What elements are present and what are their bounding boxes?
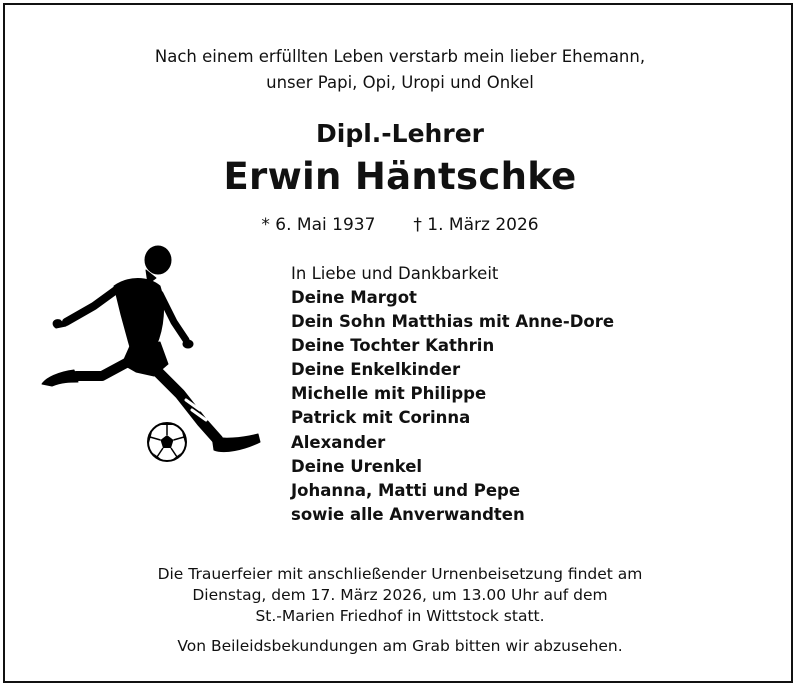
intro-line: Nach einem erfüllten Leben verstarb mein lieber Ehemann,: [154, 47, 646, 66]
soccer-player-kicking-ball-icon: [36, 242, 268, 467]
ceremony-line: Dienstag, dem 17. März 2026, um 13.00 Uhr auf dem: [192, 586, 608, 604]
mourner-line: sowie alle Anverwandten: [291, 504, 525, 524]
death-date: † 1. März 2026: [413, 215, 539, 235]
mourner-line: Patrick mit Corinna: [291, 408, 471, 428]
life-dates: [0, 212, 800, 238]
mourner-line: Deine Margot: [291, 288, 417, 307]
deceased-name: Erwin Häntschke: [223, 155, 577, 198]
ceremony-info: [0, 564, 800, 627]
mourner-line: Deine Tochter Kathrin: [291, 336, 495, 356]
mourners-intro: In Liebe und Dankbarkeit: [291, 264, 499, 283]
ceremony-line: St.-Marien Friedhof in Wittstock statt.: [255, 607, 545, 625]
mourner-line: Alexander: [291, 432, 386, 452]
mourner-line: Dein Sohn Matthias mit Anne-Dore: [291, 312, 615, 332]
closing-note: Von Beileidsbekundungen am Grab bitten wir abzusehen.: [177, 637, 623, 655]
mourner-line: Michelle mit Philippe: [291, 384, 487, 404]
mourner-line: Johanna, Matti und Pepe: [291, 480, 521, 500]
intro-line: unser Papi, Opi, Uropi und Onkel: [266, 73, 534, 92]
birth-date: * 6. Mai 1937: [261, 215, 376, 235]
player-head: [145, 246, 171, 274]
soccer-ball: [148, 423, 186, 461]
mourners-list: [291, 262, 614, 527]
intro-text: [0, 44, 800, 96]
mourner-line: Deine Enkelkinder: [291, 360, 461, 380]
ceremony-line: Die Trauerfeier mit anschließender Urnenbeisetzung findet am: [157, 565, 643, 583]
player-back-shoe: [42, 370, 78, 386]
mourner-line: Deine Urenkel: [291, 456, 423, 476]
deceased-title: Dipl.-Lehrer: [316, 119, 484, 148]
